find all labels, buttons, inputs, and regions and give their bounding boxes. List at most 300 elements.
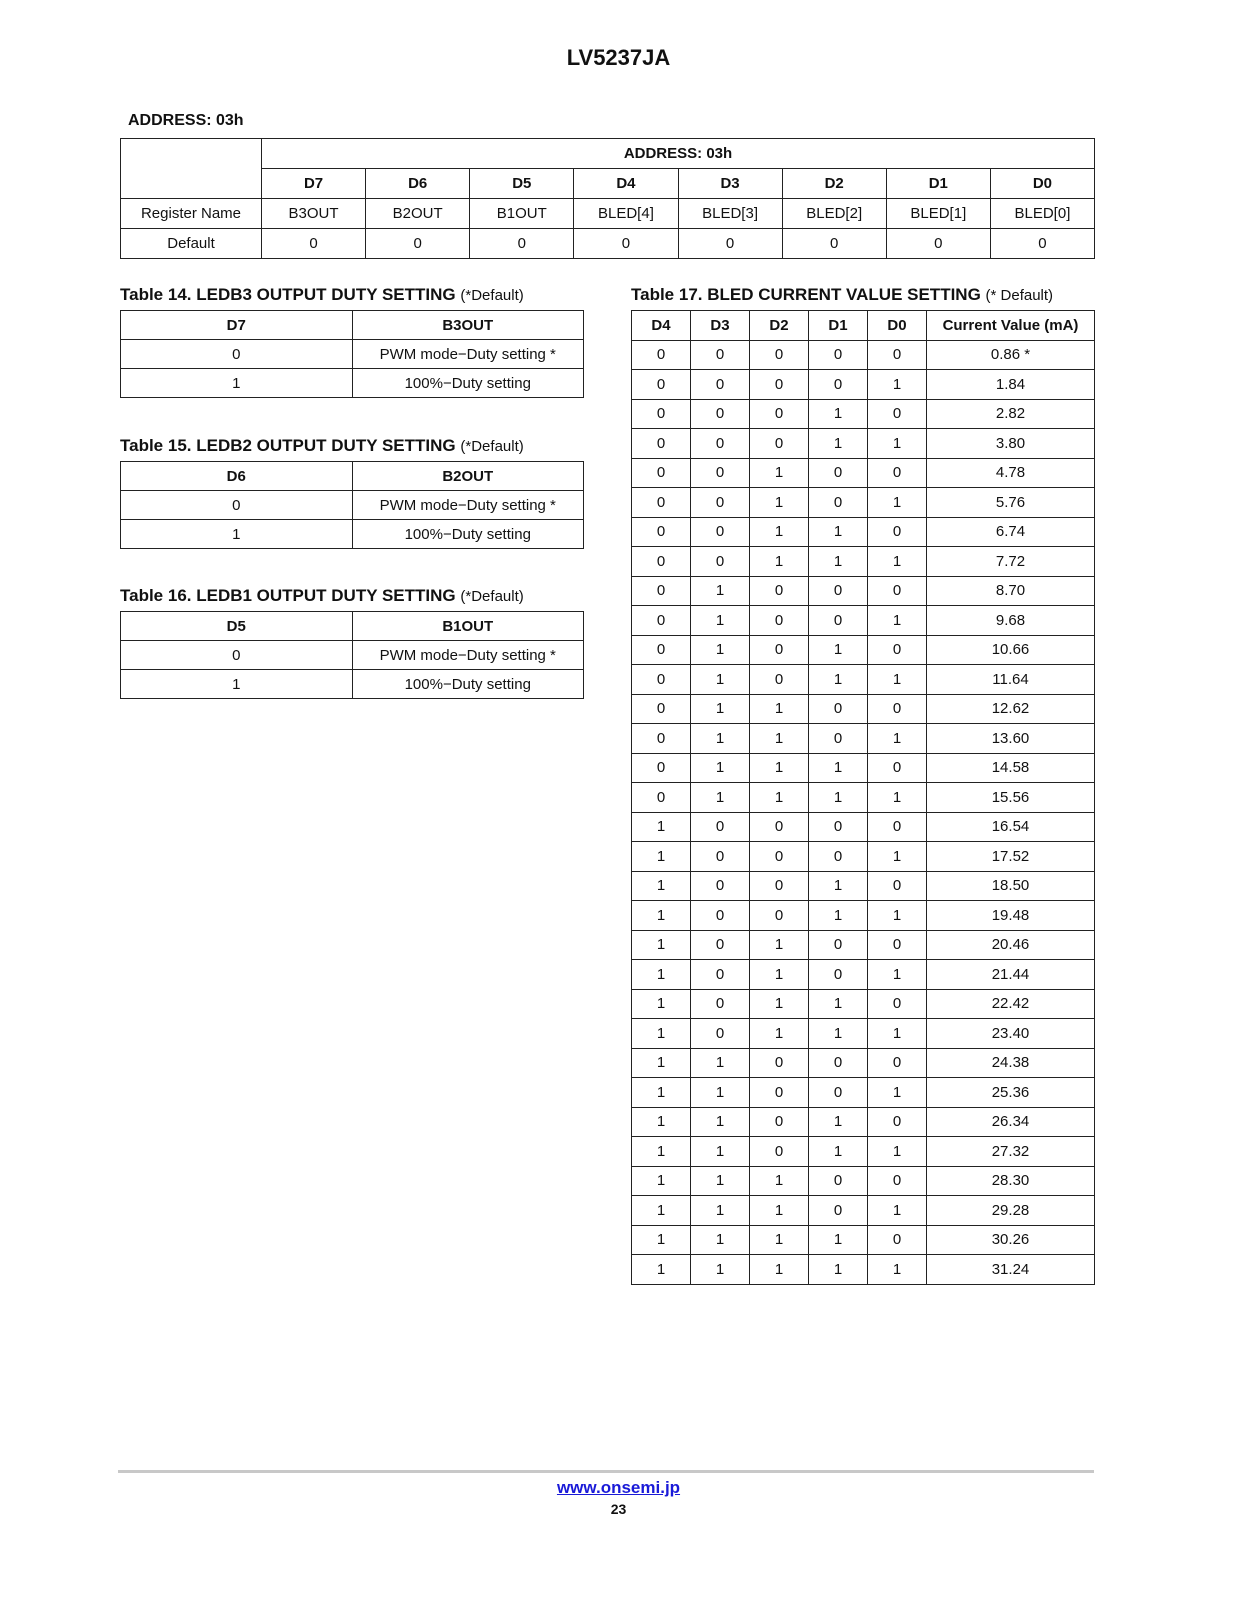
table-cell: 0 bbox=[750, 842, 809, 872]
table-cell: 0 bbox=[809, 812, 868, 842]
table-cell: 0 bbox=[632, 753, 691, 783]
table-cell: 0 bbox=[868, 930, 927, 960]
table-cell: 25.36 bbox=[927, 1078, 1095, 1108]
register-cell: BLED[4] bbox=[574, 199, 678, 229]
table-cell: 0 bbox=[632, 399, 691, 429]
table-cell: 0 bbox=[868, 576, 927, 606]
table-row bbox=[632, 429, 1095, 459]
table-row bbox=[632, 1225, 1095, 1255]
table-cell: 1 bbox=[750, 1255, 809, 1285]
table-cell: 0 bbox=[691, 399, 750, 429]
table-cell: 1 bbox=[868, 1196, 927, 1226]
table-cell: 16.54 bbox=[927, 812, 1095, 842]
column-header: B1OUT bbox=[352, 612, 584, 641]
bit-header: D1 bbox=[886, 169, 990, 199]
table-cell: 0 bbox=[750, 635, 809, 665]
table-row bbox=[632, 399, 1095, 429]
table15-caption-title: Table 15. LEDB2 OUTPUT DUTY SETTING bbox=[120, 436, 456, 455]
table-cell: 0 bbox=[632, 576, 691, 606]
bit-header: D4 bbox=[574, 169, 678, 199]
table-cell: 2.82 bbox=[927, 399, 1095, 429]
table-cell: 0 bbox=[632, 606, 691, 636]
table-cell: 1 bbox=[750, 930, 809, 960]
table-cell: 0 bbox=[750, 429, 809, 459]
table-cell: 0 bbox=[691, 429, 750, 459]
table-cell: 0 bbox=[809, 1196, 868, 1226]
table17-caption-title: Table 17. BLED CURRENT VALUE SETTING bbox=[631, 285, 981, 304]
table-cell: 0 bbox=[750, 606, 809, 636]
table-cell: 0 bbox=[691, 1019, 750, 1049]
table-cell: 1 bbox=[809, 871, 868, 901]
table-row bbox=[632, 1048, 1095, 1078]
table-cell: 100%−Duty setting bbox=[352, 369, 584, 398]
table-cell: 1 bbox=[868, 960, 927, 990]
table-row bbox=[121, 369, 584, 398]
table-cell: 1 bbox=[632, 960, 691, 990]
bit-header: D0 bbox=[990, 169, 1094, 199]
table-cell: 0 bbox=[809, 724, 868, 754]
table-cell: 1 bbox=[809, 665, 868, 695]
table-cell: 1 bbox=[750, 1019, 809, 1049]
header-row bbox=[121, 311, 584, 340]
table17-bled-current bbox=[631, 310, 1095, 1285]
table-cell: 12.62 bbox=[927, 694, 1095, 724]
table-cell: 6.74 bbox=[927, 517, 1095, 547]
table-row bbox=[632, 1196, 1095, 1226]
table-cell: 0 bbox=[868, 1225, 927, 1255]
table-cell: 0 bbox=[868, 871, 927, 901]
column-header: D1 bbox=[809, 311, 868, 341]
table-cell: 0 bbox=[691, 871, 750, 901]
table-row bbox=[632, 1255, 1095, 1285]
table-cell: 0 bbox=[809, 370, 868, 400]
table-row bbox=[632, 1137, 1095, 1167]
table-cell: 0.86 * bbox=[927, 340, 1095, 370]
table-cell: 1 bbox=[868, 1019, 927, 1049]
table-cell: 1 bbox=[868, 724, 927, 754]
table-cell: 1 bbox=[750, 1166, 809, 1196]
table-cell: 0 bbox=[691, 901, 750, 931]
table-cell: 1 bbox=[632, 842, 691, 872]
table-cell: 1 bbox=[632, 1196, 691, 1226]
column-header: B3OUT bbox=[352, 311, 584, 340]
register-row bbox=[121, 199, 1095, 229]
table-cell: 18.50 bbox=[927, 871, 1095, 901]
table-cell: 1 bbox=[750, 753, 809, 783]
table16-caption-title: Table 16. LEDB1 OUTPUT DUTY SETTING bbox=[120, 586, 456, 605]
table-cell: 0 bbox=[750, 665, 809, 695]
table-cell: 0 bbox=[868, 694, 927, 724]
table-cell: 1 bbox=[868, 429, 927, 459]
table-cell: 1 bbox=[691, 576, 750, 606]
table-cell: 21.44 bbox=[927, 960, 1095, 990]
bit-header: D5 bbox=[470, 169, 574, 199]
table-cell: 0 bbox=[691, 812, 750, 842]
register-cell: 0 bbox=[886, 229, 990, 259]
footer-divider bbox=[118, 1470, 1094, 1473]
table-cell: 1 bbox=[691, 1225, 750, 1255]
table-cell: 1 bbox=[632, 1078, 691, 1108]
table-cell: 0 bbox=[868, 458, 927, 488]
table-cell: 1 bbox=[809, 1137, 868, 1167]
table-cell: 0 bbox=[809, 1078, 868, 1108]
table-cell: 1 bbox=[691, 1196, 750, 1226]
table-cell: 0 bbox=[121, 340, 353, 369]
table-cell: 1 bbox=[750, 724, 809, 754]
column-header: D6 bbox=[121, 462, 353, 491]
table-cell: 1 bbox=[868, 370, 927, 400]
table-cell: 1 bbox=[121, 369, 353, 398]
table-row bbox=[632, 635, 1095, 665]
table-row bbox=[632, 812, 1095, 842]
table-cell: 0 bbox=[868, 635, 927, 665]
table-cell: 1 bbox=[750, 1196, 809, 1226]
table-cell: 1 bbox=[750, 547, 809, 577]
table-cell: 1 bbox=[809, 989, 868, 1019]
table-cell: 1 bbox=[691, 1255, 750, 1285]
table-cell: 0 bbox=[750, 901, 809, 931]
table-cell: 0 bbox=[691, 547, 750, 577]
table-cell: 10.66 bbox=[927, 635, 1095, 665]
table-cell: 0 bbox=[691, 517, 750, 547]
table-cell: 1 bbox=[809, 783, 868, 813]
table-cell: 0 bbox=[691, 488, 750, 518]
table-cell: 17.52 bbox=[927, 842, 1095, 872]
table-cell: 0 bbox=[632, 635, 691, 665]
register-cell: 0 bbox=[678, 229, 782, 259]
table-cell: 1 bbox=[868, 901, 927, 931]
address-span-header: ADDRESS: 03h bbox=[262, 139, 1095, 169]
table-cell: 100%−Duty setting bbox=[352, 670, 584, 699]
table-cell: 1 bbox=[750, 989, 809, 1019]
register-cell: B1OUT bbox=[470, 199, 574, 229]
table-cell: 1 bbox=[809, 753, 868, 783]
table-cell: 1 bbox=[632, 1255, 691, 1285]
register-cell: B3OUT bbox=[262, 199, 366, 229]
table-cell: 0 bbox=[750, 1137, 809, 1167]
table-cell: 4.78 bbox=[927, 458, 1095, 488]
table-row bbox=[632, 606, 1095, 636]
register-row bbox=[121, 229, 1095, 259]
table-cell: 1 bbox=[121, 670, 353, 699]
table-row bbox=[632, 989, 1095, 1019]
table-cell: 0 bbox=[632, 517, 691, 547]
table-cell: 1 bbox=[809, 399, 868, 429]
table17-caption-note: (* Default) bbox=[985, 287, 1054, 304]
table-cell: 26.34 bbox=[927, 1107, 1095, 1137]
table-cell: 1 bbox=[691, 783, 750, 813]
table-cell: PWM mode−Duty setting * bbox=[352, 340, 584, 369]
table-cell: 0 bbox=[632, 340, 691, 370]
table-row bbox=[632, 753, 1095, 783]
table-cell: 0 bbox=[691, 370, 750, 400]
table-cell: 1 bbox=[691, 635, 750, 665]
table-cell: 0 bbox=[632, 665, 691, 695]
table-cell: 1 bbox=[750, 517, 809, 547]
table-cell: 1 bbox=[868, 1078, 927, 1108]
header-row bbox=[632, 311, 1095, 341]
register-cell: 0 bbox=[782, 229, 886, 259]
table-cell: 1 bbox=[868, 488, 927, 518]
table-cell: 0 bbox=[691, 842, 750, 872]
table-cell: 1 bbox=[632, 1107, 691, 1137]
table-cell: 1 bbox=[809, 547, 868, 577]
table-row bbox=[632, 370, 1095, 400]
table-cell: 1 bbox=[868, 606, 927, 636]
table-cell: 0 bbox=[632, 694, 691, 724]
table-cell: 13.60 bbox=[927, 724, 1095, 754]
page-number: 23 bbox=[610, 1501, 627, 1517]
table-row bbox=[632, 694, 1095, 724]
table-cell: 0 bbox=[809, 1048, 868, 1078]
table-cell: 1 bbox=[809, 1225, 868, 1255]
table-cell: 0 bbox=[632, 488, 691, 518]
table-cell: 0 bbox=[868, 989, 927, 1019]
table-cell: 0 bbox=[809, 576, 868, 606]
column-header: D7 bbox=[121, 311, 353, 340]
table-row bbox=[632, 488, 1095, 518]
table-cell: 0 bbox=[632, 429, 691, 459]
table-cell: 0 bbox=[632, 783, 691, 813]
table-cell: 1 bbox=[632, 812, 691, 842]
table-cell: 1 bbox=[868, 1255, 927, 1285]
table-row bbox=[632, 930, 1095, 960]
table-cell: 1 bbox=[691, 1048, 750, 1078]
table-cell: 1 bbox=[750, 458, 809, 488]
table-cell: 1 bbox=[809, 429, 868, 459]
table-cell: 0 bbox=[809, 842, 868, 872]
table-cell: 20.46 bbox=[927, 930, 1095, 960]
table-cell: 1 bbox=[868, 783, 927, 813]
table-cell: 7.72 bbox=[927, 547, 1095, 577]
column-header: B2OUT bbox=[352, 462, 584, 491]
column-header: D2 bbox=[750, 311, 809, 341]
table-cell: 1 bbox=[632, 901, 691, 931]
table-cell: 1 bbox=[750, 488, 809, 518]
table-cell: 0 bbox=[868, 1048, 927, 1078]
table-cell: 0 bbox=[868, 399, 927, 429]
table-cell: 1 bbox=[750, 960, 809, 990]
table-cell: 1 bbox=[691, 665, 750, 695]
corner-cell bbox=[121, 139, 262, 199]
table15-caption bbox=[120, 436, 524, 456]
table-cell: 1 bbox=[868, 1137, 927, 1167]
register-cell: 0 bbox=[366, 229, 470, 259]
table-cell: 1 bbox=[868, 665, 927, 695]
column-header: D0 bbox=[868, 311, 927, 341]
table-cell: 0 bbox=[868, 340, 927, 370]
table-cell: 0 bbox=[691, 458, 750, 488]
header-row bbox=[121, 462, 584, 491]
table-cell: 0 bbox=[691, 989, 750, 1019]
table-cell: 1 bbox=[809, 1019, 868, 1049]
table-cell: 0 bbox=[691, 960, 750, 990]
table-cell: 1 bbox=[632, 989, 691, 1019]
table-cell: 0 bbox=[750, 871, 809, 901]
table-cell: 0 bbox=[809, 694, 868, 724]
table-cell: 1 bbox=[121, 520, 353, 549]
table-cell: 0 bbox=[750, 340, 809, 370]
table-cell: 1 bbox=[868, 842, 927, 872]
table16-ledb1-duty bbox=[120, 611, 584, 699]
table-row bbox=[121, 520, 584, 549]
table-row bbox=[632, 783, 1095, 813]
table14-ledb3-duty bbox=[120, 310, 584, 398]
table-row bbox=[632, 1078, 1095, 1108]
table-cell: 0 bbox=[691, 930, 750, 960]
table-cell: 1 bbox=[632, 930, 691, 960]
table14-caption-note: (*Default) bbox=[460, 287, 524, 304]
table-cell: 0 bbox=[691, 340, 750, 370]
column-header: D3 bbox=[691, 311, 750, 341]
table-cell: 1 bbox=[809, 1255, 868, 1285]
register-cell: BLED[1] bbox=[886, 199, 990, 229]
table-cell: 0 bbox=[809, 1166, 868, 1196]
register-cell: BLED[2] bbox=[782, 199, 886, 229]
register-cell: BLED[3] bbox=[678, 199, 782, 229]
table-row bbox=[632, 340, 1095, 370]
table14-caption-title: Table 14. LEDB3 OUTPUT DUTY SETTING bbox=[120, 285, 456, 304]
column-header: D4 bbox=[632, 311, 691, 341]
table-cell: 0 bbox=[750, 812, 809, 842]
table-row bbox=[632, 842, 1095, 872]
table-cell: 0 bbox=[868, 517, 927, 547]
table-cell: 1 bbox=[750, 694, 809, 724]
table-cell: 1 bbox=[691, 606, 750, 636]
table-row bbox=[121, 340, 584, 369]
table-cell: 3.80 bbox=[927, 429, 1095, 459]
table-row bbox=[632, 1019, 1095, 1049]
table-cell: 0 bbox=[809, 930, 868, 960]
table-cell: 0 bbox=[809, 488, 868, 518]
table-cell: 0 bbox=[750, 1078, 809, 1108]
column-header: D5 bbox=[121, 612, 353, 641]
table-row bbox=[121, 670, 584, 699]
register-cell: BLED[0] bbox=[990, 199, 1094, 229]
table-cell: 1 bbox=[750, 783, 809, 813]
bit-header: D2 bbox=[782, 169, 886, 199]
table-cell: 0 bbox=[809, 340, 868, 370]
table-cell: 0 bbox=[868, 812, 927, 842]
table16-caption-note: (*Default) bbox=[460, 588, 524, 605]
table-row bbox=[632, 960, 1095, 990]
table-cell: 1 bbox=[691, 1078, 750, 1108]
table-row bbox=[632, 547, 1095, 577]
table-cell: 28.30 bbox=[927, 1166, 1095, 1196]
table-cell: 27.32 bbox=[927, 1137, 1095, 1167]
table-cell: 19.48 bbox=[927, 901, 1095, 931]
table-cell: 0 bbox=[868, 1107, 927, 1137]
register-cell: 0 bbox=[990, 229, 1094, 259]
table-row bbox=[632, 901, 1095, 931]
table-cell: 0 bbox=[632, 458, 691, 488]
address-register-table bbox=[120, 138, 1095, 259]
header-row bbox=[121, 612, 584, 641]
address-heading: ADDRESS: 03h bbox=[128, 112, 244, 129]
table-cell: 0 bbox=[750, 576, 809, 606]
table-row bbox=[632, 871, 1095, 901]
table-row bbox=[632, 1166, 1095, 1196]
table15-caption-note: (*Default) bbox=[460, 438, 524, 455]
table17-caption bbox=[631, 285, 1053, 305]
table-cell: 1 bbox=[632, 1137, 691, 1167]
table-cell: 0 bbox=[121, 491, 353, 520]
table-cell: 0 bbox=[868, 1166, 927, 1196]
bit-header: D7 bbox=[262, 169, 366, 199]
table-cell: 1 bbox=[809, 635, 868, 665]
table-cell: 1 bbox=[809, 517, 868, 547]
table-cell: 1 bbox=[632, 1019, 691, 1049]
table-cell: 1 bbox=[691, 1137, 750, 1167]
register-cell: 0 bbox=[574, 229, 678, 259]
footer-website-link[interactable]: www.onsemi.jp bbox=[556, 1478, 681, 1497]
bit-header: D6 bbox=[366, 169, 470, 199]
table-cell: 0 bbox=[750, 370, 809, 400]
table-cell: 1 bbox=[691, 1166, 750, 1196]
table-cell: 1 bbox=[868, 547, 927, 577]
table-cell: 1 bbox=[691, 1107, 750, 1137]
table-cell: 0 bbox=[632, 370, 691, 400]
register-cell: 0 bbox=[470, 229, 574, 259]
table16-caption bbox=[120, 586, 524, 606]
register-cell: 0 bbox=[262, 229, 366, 259]
table-cell: 1 bbox=[691, 724, 750, 754]
table-cell: PWM mode−Duty setting * bbox=[352, 491, 584, 520]
table-cell: 1 bbox=[750, 1225, 809, 1255]
table-cell: 14.58 bbox=[927, 753, 1095, 783]
table-cell: 15.56 bbox=[927, 783, 1095, 813]
table-cell: 22.42 bbox=[927, 989, 1095, 1019]
table-cell: 1 bbox=[691, 694, 750, 724]
table-cell: 5.76 bbox=[927, 488, 1095, 518]
table-cell: 100%−Duty setting bbox=[352, 520, 584, 549]
table-cell: 8.70 bbox=[927, 576, 1095, 606]
table-cell: PWM mode−Duty setting * bbox=[352, 641, 584, 670]
table-cell: 0 bbox=[809, 606, 868, 636]
register-cell: B2OUT bbox=[366, 199, 470, 229]
table-cell: 11.64 bbox=[927, 665, 1095, 695]
table-cell: 0 bbox=[121, 641, 353, 670]
table-cell: 0 bbox=[750, 1107, 809, 1137]
table-cell: 0 bbox=[809, 458, 868, 488]
row-label: Default bbox=[121, 229, 262, 259]
table-cell: 30.26 bbox=[927, 1225, 1095, 1255]
table-row bbox=[632, 665, 1095, 695]
table-cell: 1 bbox=[632, 1048, 691, 1078]
table-cell: 31.24 bbox=[927, 1255, 1095, 1285]
table-row bbox=[121, 491, 584, 520]
table-row bbox=[632, 576, 1095, 606]
table-cell: 1 bbox=[691, 753, 750, 783]
table-cell: 24.38 bbox=[927, 1048, 1095, 1078]
table-cell: 0 bbox=[750, 399, 809, 429]
table-row bbox=[632, 517, 1095, 547]
table-row bbox=[632, 458, 1095, 488]
table-cell: 23.40 bbox=[927, 1019, 1095, 1049]
document-title: LV5237JA bbox=[566, 45, 671, 70]
table-cell: 1.84 bbox=[927, 370, 1095, 400]
table-cell: 1 bbox=[632, 1166, 691, 1196]
table-row bbox=[632, 724, 1095, 754]
bit-header: D3 bbox=[678, 169, 782, 199]
table-cell: 1 bbox=[809, 1107, 868, 1137]
table-cell: 0 bbox=[868, 753, 927, 783]
column-header: Current Value (mA) bbox=[927, 311, 1095, 341]
table-row bbox=[632, 1107, 1095, 1137]
table-cell: 0 bbox=[632, 547, 691, 577]
table-cell: 9.68 bbox=[927, 606, 1095, 636]
table-row bbox=[121, 641, 584, 670]
